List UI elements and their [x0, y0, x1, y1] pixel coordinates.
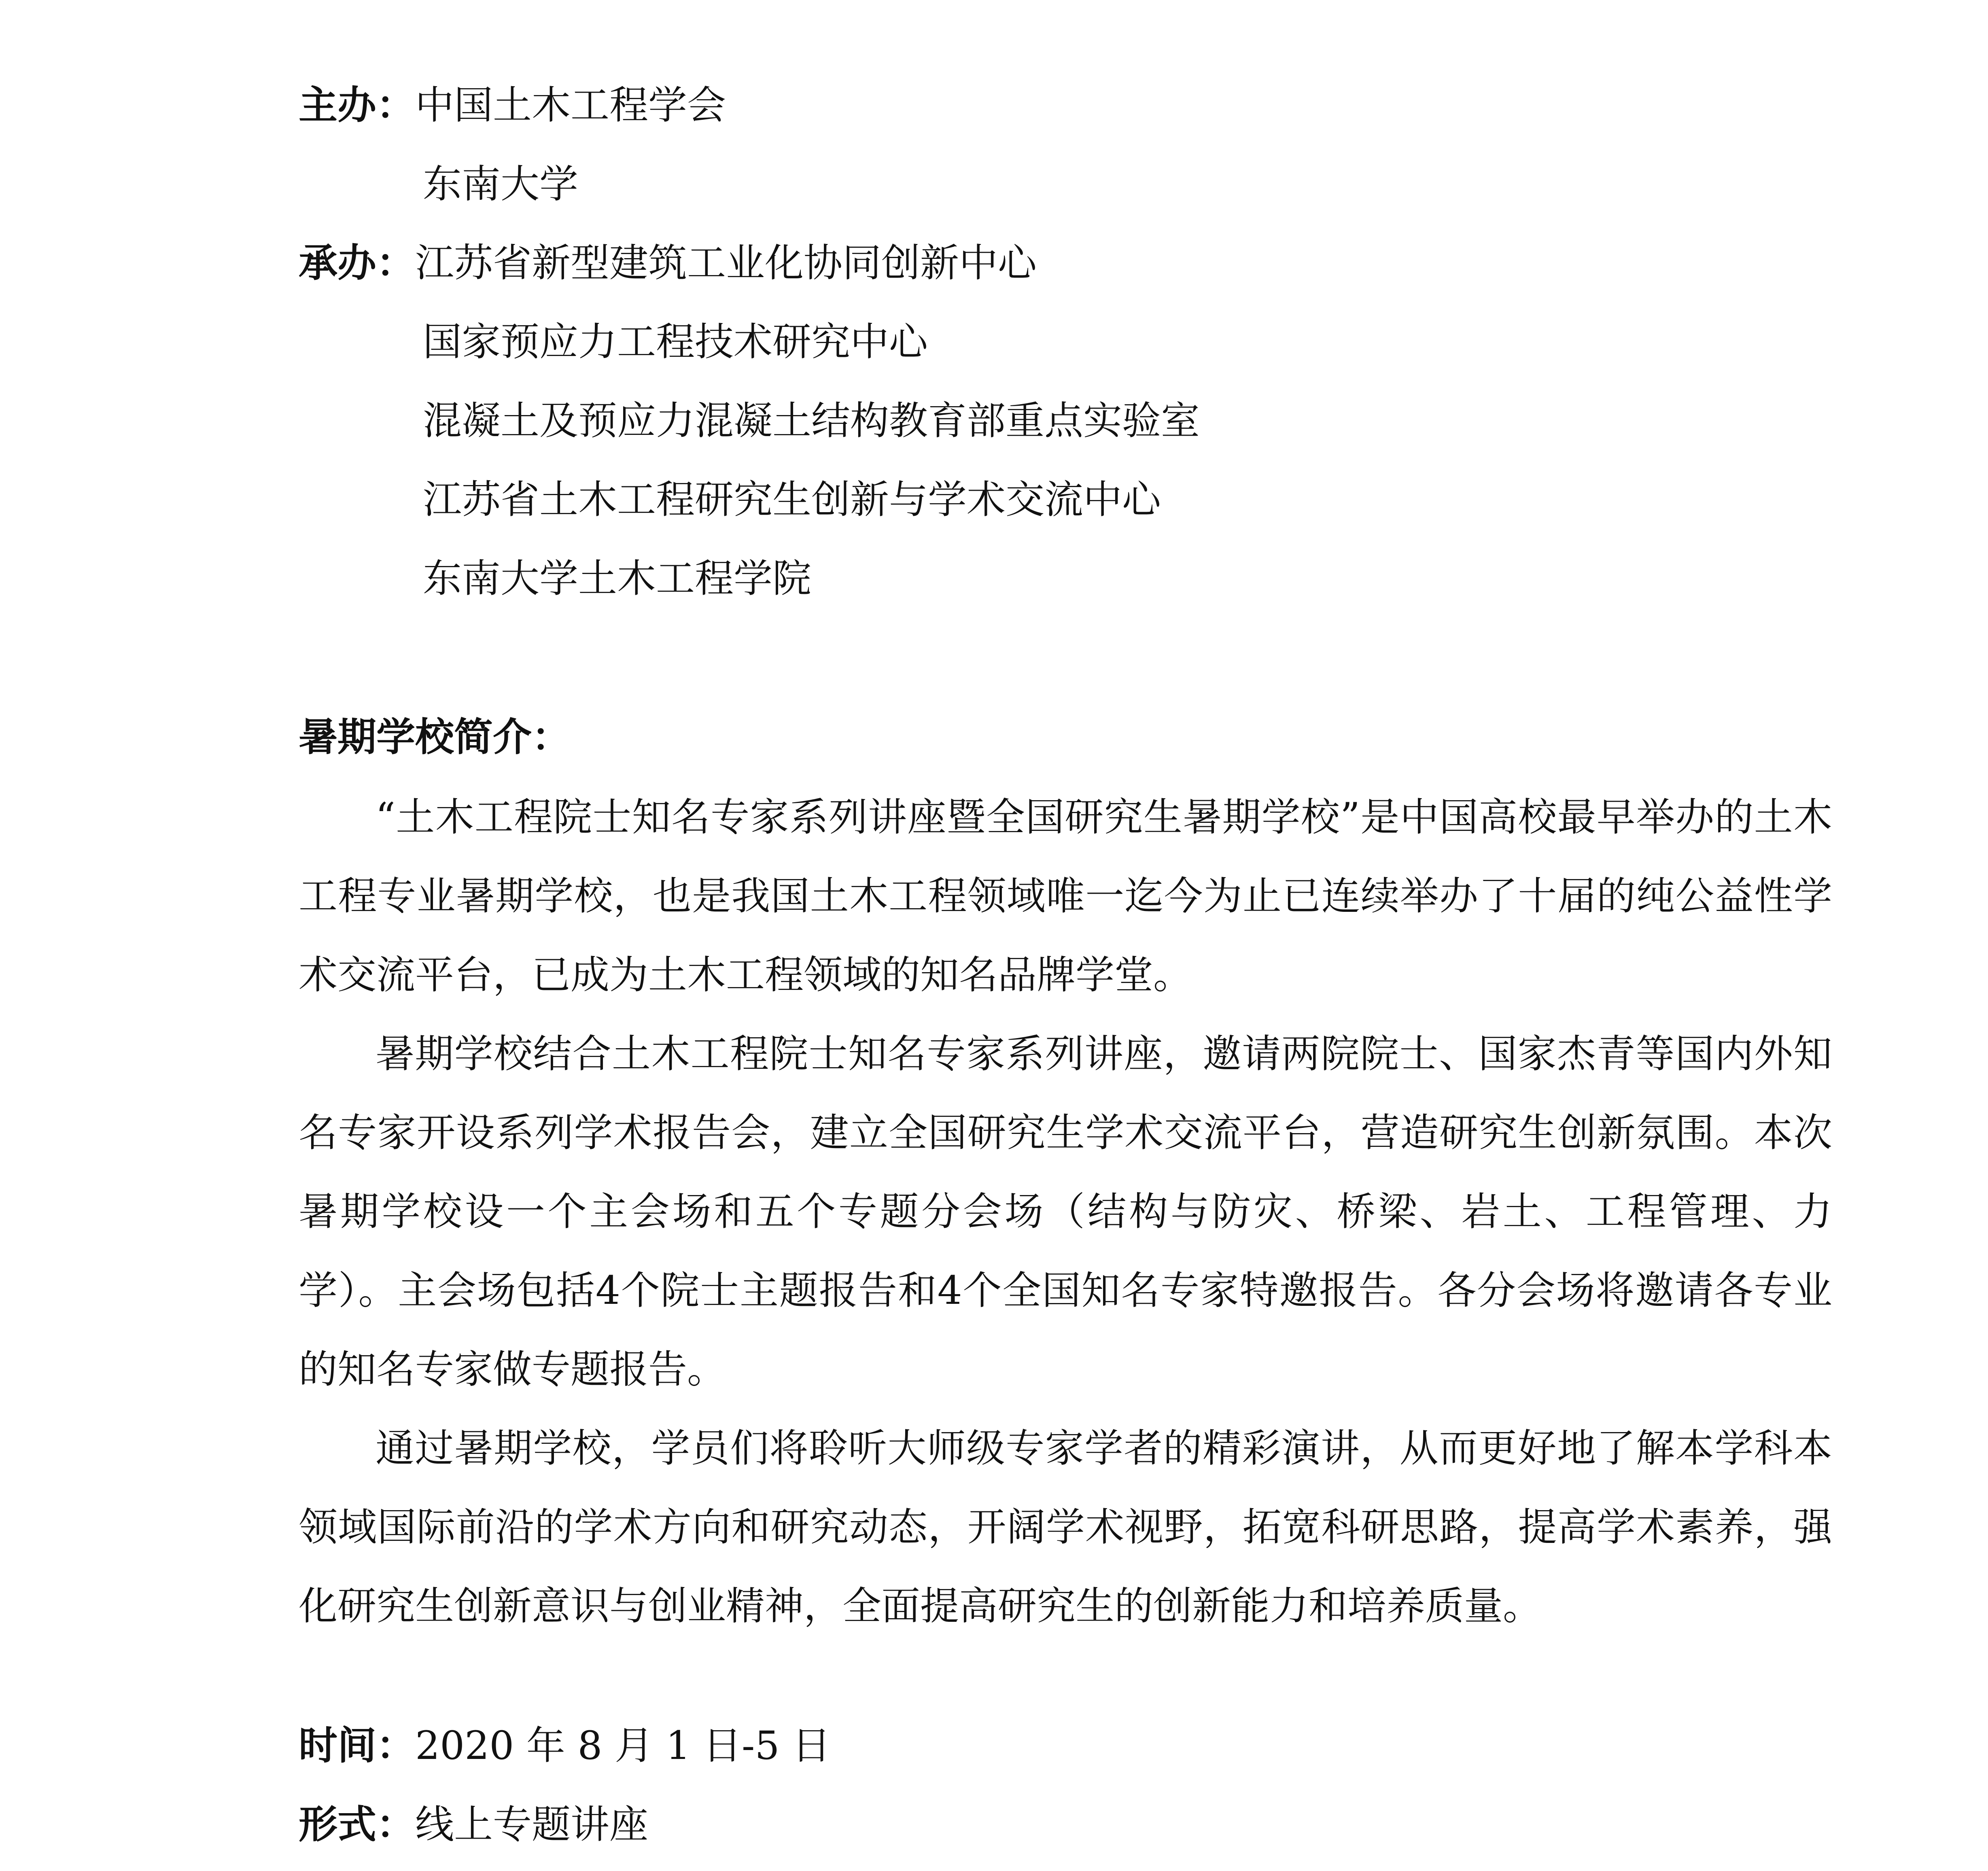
intro-heading: 暑期学校简介：	[299, 714, 571, 760]
co-organizer-2: 国家预应力工程技术研究中心	[423, 319, 928, 364]
host-row	[299, 79, 726, 131]
co-organizer-row	[299, 237, 1037, 289]
co-organizer-1: 江苏省新型建筑工业化协同创新中心	[415, 240, 1037, 286]
intro-paragraph-3: 通过暑期学校，学员们将聆听大师级专家学者的精彩演讲，从而更好地了解本学科本领域国际前沿的学术方向和研究动态，开阔学术视野，拓宽科研思路，提高学术素养，强化研究生创新意识与创业精神，全面提高研究生的创新能力和培养质量。	[299, 1426, 1832, 1629]
host-label: 主办：	[299, 82, 415, 128]
time-value: 2020 年 8 月 1 日-5 日	[415, 1723, 831, 1768]
time-row	[299, 1719, 831, 1772]
co-organizer-3: 混凝土及预应力混凝土结构教育部重点实验室	[423, 398, 1200, 443]
format-value: 线上专题讲座	[415, 1802, 648, 1847]
host-1: 中国土木工程学会	[415, 83, 726, 128]
format-row	[299, 1798, 648, 1851]
intro-paragraph-2: 暑期学校结合土木工程院士知名专家系列讲座，邀请两院院士、国家杰青等国内外知名专家开设系列学术报告会，建立全国研究生学术交流平台，营造研究生创新氛围。本次暑期学校设一个主会场和五个专题分会场（结构与防灾、桥梁、岩土、工程管理、力学）。主会场包括4个院士主题报告和4个全国知名专家特邀报告。各分会场将邀请各专业的知名专家做专题报告。	[299, 1031, 1832, 1392]
co-organizer-label: 承办：	[299, 240, 415, 286]
co-organizer-5: 东南大学土木工程学院	[423, 556, 811, 601]
co-organizer-4: 江苏省土木工程研究生创新与学术交流中心	[423, 477, 1161, 522]
intro-paragraph-1: “土木工程院士知名专家系列讲座暨全国研究生暑期学校”是中国高校最早举办的土木工程专业暑期学校，也是我国土木工程领域唯一迄今为止已连续举办了十届的纯公益性学术交流平台，已成为土木工程领域的知名品牌学堂。	[299, 795, 1832, 998]
host-2: 东南大学	[423, 161, 578, 207]
time-label: 时间：	[299, 1723, 415, 1768]
format-label: 形式：	[299, 1801, 415, 1847]
